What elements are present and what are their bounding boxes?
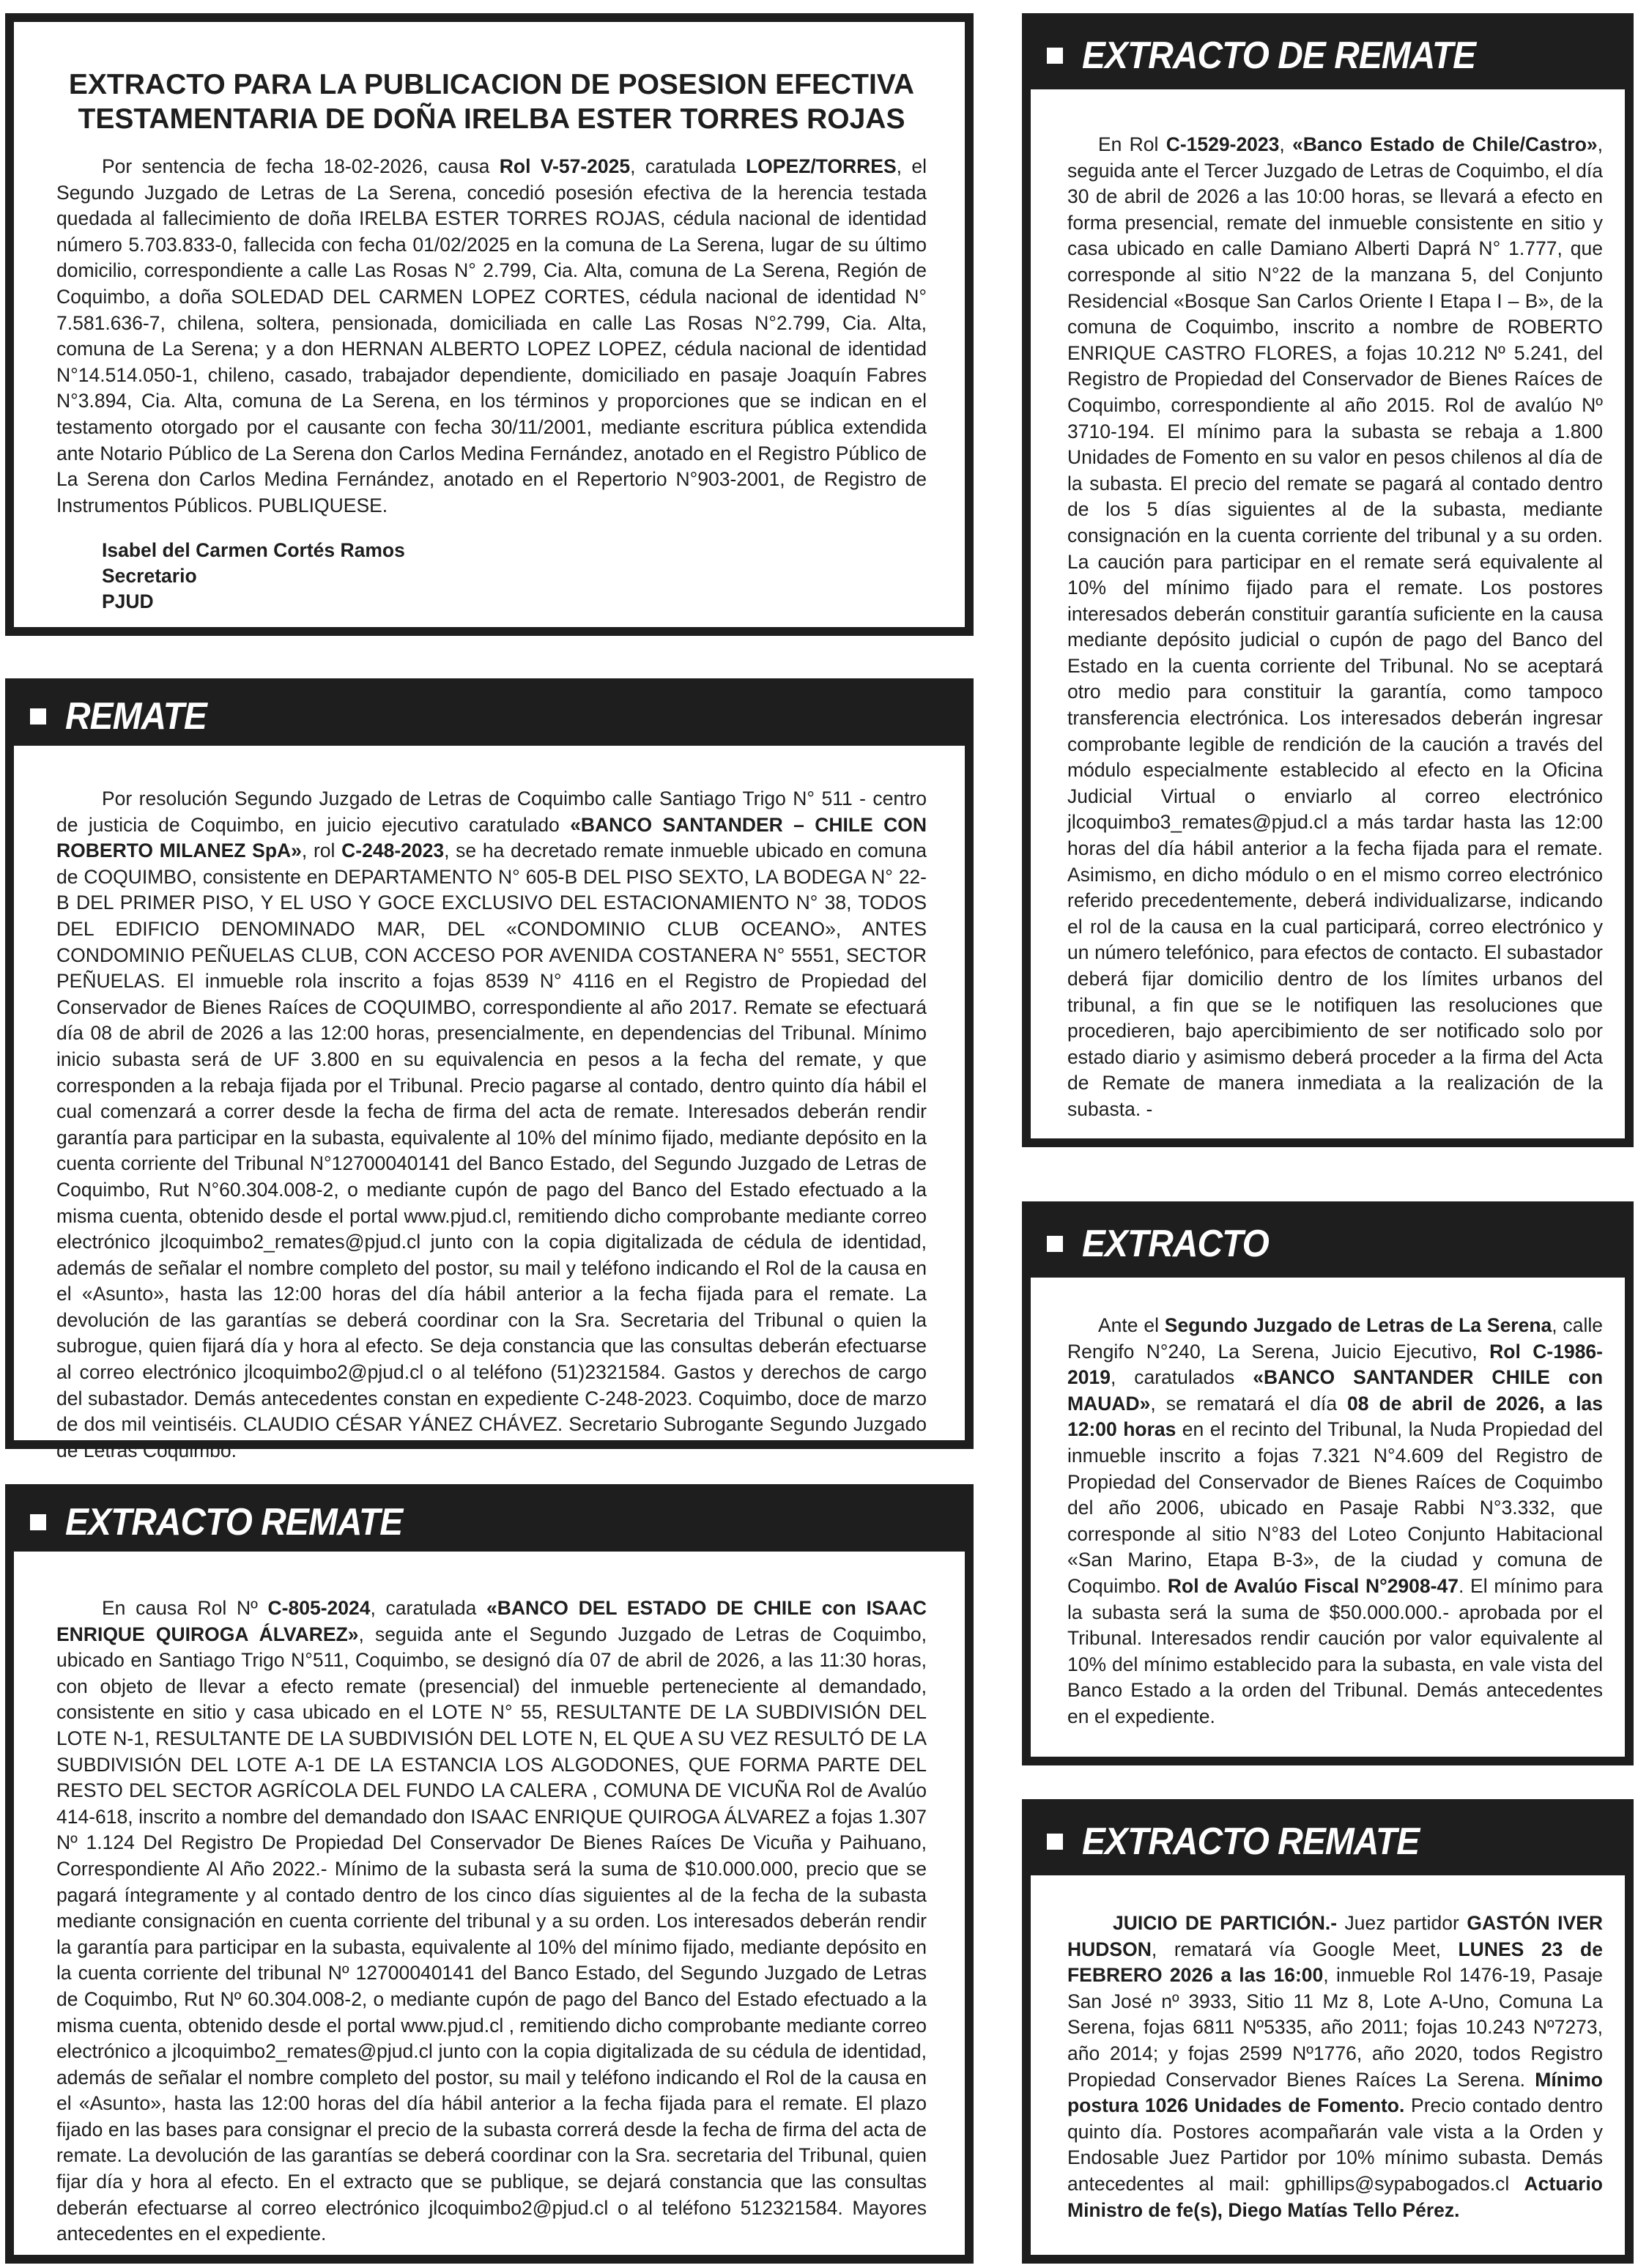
square-bullet-icon (1047, 48, 1063, 64)
case-name: «BANCO SANTANDER – CHILE CON ROBERTO MILANEZ SpA» (56, 813, 927, 862)
case-name: «BANCO SANTANDER CHILE con MAUAD» (1067, 1366, 1604, 1415)
notice-header-title: EXTRACTO REMATE (1082, 1820, 1420, 1863)
notice-header-title: REMATE (65, 695, 207, 738)
judge-name: GASTÓN IVER HUDSON (1067, 1912, 1604, 1960)
notice-text: Por resolución Segundo Juzgado de Letras de Coquimbo calle Santiago Trigo N° 511 - centro de justicia de Coquimbo, en juicio ejecutivo caratulado «BANCO SANTANDER – CHILE CON ROBERTO MILANEZ SpA», rol C-248-2023, se ha decretado remate inmueble ubicado en comuna de COQUIMBO, consistente en DEPARTAMENTO N° 605-B DEL PISO SEXTO, LA BODEGA N° 22-B DEL PRIMER PISO, Y EL USO Y GOCE EXCLUSIVO DEL ESTACIONAMIENTO N° 38, TODOS DEL EDIFICIO DENOMINADO MAR, DEL «CONDOMINIO CLUB OCEANO», ANTES CONDOMINIO PEÑUELAS CLUB, CON ACCESO POR AVENIDA COSTANERA N° 5551, SECTOR PEÑUELAS. El inmueble rola inscrito a fojas 8539 N° 4116 en el Registro de Propiedad del Conservador de Bienes Raíces de COQUIMBO, correspondiente al año 2017. Remate se efectuará día 08 de abril de 2026 a las 12:00 horas, presencialmente, en dependencias del Tribunal. Mínimo inicio subasta será de UF 3.800 en su equivalencia en pesos a la fecha del remate, y que corresponden a la rebaja fijada por el Tribunal. Precio pagarse al contado, dentro quinto día hábil el cual comenzará a correr desde la fecha de firma del acta de remate. Interesados deberán rendir garantía para participar en la subasta, equivalente al 10% del mínimo fijado, mediante depósito en la cuenta corriente del Tribunal N°12700040141 del Banco Estado, del Segundo Juzgado de Letras de Coquimbo, Rut N°60.304.008-2, o mediante cupón de pago del Banco del Estado efectuado a la misma cuenta, obtenido desde el portal www.pjud.cl, remitiendo dicho comprobante mediante correo electrónico jlcoquimbo2_remates@pjud.cl junto con la copia digitalizada de cédula de identidad, además de señalar el nombre completo del postor, su mail y teléfono indicando el Rol de la causa en el «Asunto», hasta las 12:00 horas del día hábil anterior a la fecha fijada para el remate. La devolución de las garantías se deberá coordinar con la Sra. Secretaria del Tribunal o quien la subrogue, quien fijará día y hora al efecto. Se deja constancia que las consultas deberán efectuarse al correo electrónico jlcoquimbo2@pjud.cl o al teléfono (51)2321584. Gastos y derechos de cargo del subastador. Demás antecedentes constan en expediente C-248-2023. Coquimbo, doce de marzo de dos mil veintiséis. CLAUDIO CÉSAR YÁNEZ CHÁVEZ. Secretario Subrogante Segundo Juzgado de Letras Coquimbo. (56, 788, 927, 1461)
notice-title (56, 67, 927, 136)
notice-body (1031, 132, 1625, 1123)
auction-date: LUNES 23 de FEBRERO 2026 a las 16:00 (1067, 1938, 1603, 1987)
square-bullet-icon (1047, 1834, 1063, 1850)
square-bullet-icon (30, 708, 46, 724)
notice-text: En Rol C-1529-2023, «Banco Estado de Chile/Castro», seguida ante el Tercer Juzgado de Letras de Coquimbo, el día 30 de abril de 2026 a las 10:00 horas, se llevará a efecto en forma presencial, remate del inmueble consistente en sitio y casa ubicado en calle Damiano Alberti Daprá N° 1.777, que corresponde al sitio N°22 de la manzana 5, del Conjunto Residencial «Bosque San Carlos Oriente I Etapa I – B», de la comuna de Coquimbo, inscrito a nombre de ROBERTO ENRIQUE CASTRO FLORES, a fojas 10.212 Nº 5.241, del Registro de Propiedad del Conservador de Bienes Raíces de Coquimbo, correspondiente al año 2015. Rol de avalúo Nº 3710-194. El mínimo para la subasta se rebaja a 1.800 Unidades de Fomento en su valor en pesos chilenos al día de la subasta. El precio del remate se pagará al contado dentro de los 5 días siguientes al de la subasta, mediante consignación en la cuenta corriente del tribunal y a su orden. La caución para participar en el remate será equivalente al 10% del mínimo fijado para el remate. Los postores interesados deberán constituir garantía suficiente en la causa mediante depósito judicial o cupón de pago del Banco del Estado en la cuenta corriente del Tribunal. No se aceptará otro medio para constituir la garantía, como tampoco transferencia electrónica. Los interesados deberán ingresar comprobante legible de rendición de la caución a través del módulo especialmente establecido al efecto en la Oficina Judicial Virtual o enviarlo al correo electrónico jlcoquimbo3_remates@pjud.cl a más tardar hasta las 12:00 horas del día hábil anterior a la fecha fijada para el remate. Asimismo, en dicho módulo o en el mismo correo electrónico referido precedentemente, deberá individualizarse, indicando el rol de la causa en la cual participará, correo electrónico y un número telefónico, para efectos de contacto. El subastador deberá fijar domicilio dentro de los límites urbanos del tribunal, a fin que se le notifiquen las resoluciones que procedieren, bajo apercibimiento de ser notificado solo por estado diario y asimismo deberá proceder a la firma del Acta de Remate de manera inmediata a la realización de la subasta. - (1067, 133, 1604, 1120)
signature-block (102, 538, 927, 615)
auction-date: 08 de abril de 2026, a las 12:00 horas (1067, 1392, 1603, 1441)
square-bullet-icon (1047, 1236, 1063, 1252)
notice-body (1031, 1911, 1625, 2223)
title-line-1: EXTRACTO PARA LA PUBLICACION DE POSESION EFECTIVA (68, 69, 915, 100)
notice-extracto-remate-2 (1022, 1799, 1634, 2264)
notice-remate (5, 678, 974, 1461)
notice-header (1031, 22, 1625, 89)
notice-body (1031, 1313, 1625, 1730)
notice-header-title: EXTRACTO DE REMATE (1082, 34, 1476, 77)
case-rol: Rol C-1986-2019 (1067, 1340, 1603, 1389)
notice-body (14, 786, 965, 1464)
case-name: LOPEZ/TORRES (745, 155, 897, 177)
notice-header-title: EXTRACTO REMATE (65, 1501, 403, 1544)
notice-header (14, 1493, 965, 1552)
avaluo-rol: Rol de Avalúo Fiscal N°2908-47 (1167, 1574, 1459, 1597)
notice-header (14, 687, 965, 746)
notice-body (14, 67, 965, 615)
notice-posesion-efectiva (5, 13, 974, 636)
notice-extracto-de-remate-box (1022, 13, 1634, 1147)
case-rol: C-248-2023 (341, 840, 445, 862)
notice-header (1031, 1808, 1625, 1875)
notice-text: Por sentencia de fecha 18-02-2026, causa Rol V-57-2025, caratulada LOPEZ/TORRES, el Segundo Juzgado de Letras de La Serena, concedió posesión efectiva de la herencia testada quedada al fallecimiento de doña IRELBA ESTER TORRES ROJAS, cédula nacional de identidad número 5.703.833-0, fallecida con fecha 01/02/2025 en la comuna de La Serena, lugar de su último domicilio, correspondiente a calle Las Rosas N° 2.799, Cia. Alta, comuna de La Serena, Región de Coquimbo, a doña SOLEDAD DEL CARMEN LOPEZ CORTES, cédula nacional de identidad N° 7.581.636-7, chilena, soltera, pensionada, domiciliada en calle Las Rosas N°2.799, Cia. Alta, comuna de La Serena; y a don HERNAN ALBERTO LOPEZ LOPEZ, cédula nacional de identidad N°14.514.050-1, chileno, casado, trabajador dependiente, domiciliado en pasaje Joaquín Fabres N°3.894, Cia. Alta, comuna de La Serena, en los términos y proporciones que se indican en el testamento otorgado por el causante con fecha 30/11/2001, mediante escritura pública extendida ante Notario Público de La Serena don Carlos Medina Fernández, anotado en el Registro Público de La Serena don Carlos Medina Fernández, anotado en el Repertorio N°903-2001, de Registro de Instrumentos Públicos. PUBLIQUESE. (56, 155, 927, 516)
case-type: JUICIO DE PARTICIÓN.- (1113, 1912, 1338, 1934)
notice-extracto (1022, 1201, 1634, 1765)
court-name: Segundo Juzgado de Letras de La Serena (1164, 1314, 1552, 1336)
signature-role: Secretario (102, 565, 197, 588)
notice-header (1031, 1210, 1625, 1278)
notice-body (14, 1596, 965, 2247)
case-rol: C-1529-2023 (1166, 133, 1280, 155)
case-rol: C-805-2024 (267, 1597, 371, 1619)
actuary-signature: Actuario Ministro de fe(s), Diego Matías Tello Pérez. (1067, 2172, 1603, 2221)
notice-extracto-remate-1 (5, 1484, 974, 2264)
signature-name: Isabel del Carmen Cortés Ramos (102, 539, 405, 562)
notice-text: JUICIO DE PARTICIÓN.- Juez partidor GASTÓN IVER HUDSON, rematará vía Google Meet, LUNES 23 de FEBRERO 2026 a las 16:00, inmueble Rol 1476-19, Pasaje San José nº 3933, Sitio 11 Mz 8, Lote A-Uno, Comuna La Serena, fojas 6811 Nº5335, año 2011; fojas 10.243 Nº7273, año 2014; y fojas 2599 Nº1776, año 2020, todos Registro Propiedad Conservador Bienes Raíces La Serena. Mínimo postura 1026 Unidades de Fomento. Precio contado dentro quinto día. Postores acompañarán vale vista a la Orden y Endosable Juez Partidor por 10% mínimo subasta. Demás antecedentes al mail: gphillips@sypabogados.cl Actuario Ministro de fe(s), Diego Matías Tello Pérez. (1067, 1912, 1604, 2221)
case-name: «BANCO DEL ESTADO DE CHILE con ISAAC ENRIQUE QUIROGA ÁLVAREZ» (56, 1597, 927, 1645)
case-rol: Rol V-57-2025 (499, 155, 631, 177)
signature-org: PJUD (102, 590, 154, 613)
notice-text: Ante el Segundo Juzgado de Letras de La Serena, calle Rengifo N°240, La Serena, Juicio Ejecutivo, Rol C-1986-2019, caratulados «BANCO SANTANDER CHILE con MAUAD», se rematará el día 08 de abril de 2026, a las 12:00 horas en el recinto del Tribunal, la Nuda Propiedad del inmueble inscrito a fojas 7.321 N°4.609 del Registro de Propiedad del Conservador de Bienes Raíces de Coquimbo del año 2006, ubicado en Pasaje Rabbi N°3.332, que corresponde al sitio N°83 del Loteo Conjunto Habitacional «San Marino, Etapa B-3», de la ciudad y comuna de Coquimbo. Rol de Avalúo Fiscal N°2908-47. El mínimo para la subasta será la suma de $50.000.000.- aprobada por el Tribunal. Interesados rendir caución por valor equivalente al 10% del mínimo establecido para la subasta, en vale vista del Banco Estado a la orden del Tribunal. Demás antecedentes en el expediente. (1067, 1314, 1604, 1727)
case-name: «Banco Estado de Chile/Castro» (1292, 133, 1598, 155)
title-line-2: TESTAMENTARIA DE DOÑA IRELBA ESTER TORRES ROJAS (78, 103, 905, 135)
notice-text: En causa Rol Nº C-805-2024, caratulada «BANCO DEL ESTADO DE CHILE con ISAAC ENRIQUE QUIROGA ÁLVAREZ», seguida ante el Segundo Juzgado de Letras de Coquimbo, ubicado en Santiago Trigo N°511, Coquimbo, se designó día 07 de abril de 2026, a las 11:30 horas, con objeto de llevar a efecto remate (presencial) del inmueble perteneciente al demandado, consistente en sitio y casa ubicado en el LOTE N° 55, RESULTANTE DE LA SUBDIVISIÓN DEL LOTE N-1, RESULTANTE DE LA SUBDIVISIÓN DEL LOTE N, EL QUE A SU VEZ RESULTÓ DE LA SUBDIVISIÓN DEL LOTE A-1 DE LA ESTANCIA LOS ALGODONES, QUE FORMA PARTE DEL RESTO DEL SECTOR AGRÍCOLA DEL FUNDO LA CALERA , COMUNA DE VICUÑA Rol de Avalúo 414-618, inscrito a nombre del demandado don ISAAC ENRIQUE QUIROGA ÁLVAREZ a fojas 1.307 Nº 1.124 Del Registro De Propiedad Del Conservador De Bienes Raíces De Vicuña y Paihuano, Correspondiente Al Año 2022.- Mínimo de la subasta será la suma de $10.000.000, precio que se pagará íntegramente y al contado dentro de los cinco días siguientes al de la fecha de la subasta mediante consignación en cuenta corriente del tribunal y a su orden. Los interesados deberán rendir la garantía para participar en la subasta, equivalente al 10% del mínimo fijado, mediante depósito en la cuenta corriente del tribunal Nº 12700040141 del Banco Estado, del Segundo Juzgado de Letras de Coquimbo, Rut Nº 60.304.008-2, o mediante cupón de pago del Banco del Estado efectuado a la misma cuenta, obtenido desde el portal www.pjud.cl , remitiendo dicho comprobante mediante correo electrónico a jlcoquimbo2_remates@pjud.cl junto con la copia digitalizada de su cédula de identidad, además de señalar el nombre completo del postor, su mail y teléfono indicando el Rol de la causa en el «Asunto», hasta las 12:00 horas del día hábil anterior a la fecha fijada para el remate. El plazo fijado en las bases para consignar el precio de la subasta correrá desde la fecha de firma del acta de remate. La devolución de las garantías se deberá coordinar con la Sra. secretaria del Tribunal, quien fijar día y hora al efecto. En el extracto que se publique, se dejará constancia que las consultas deberán efectuarse al correo electrónico jlcoquimbo2@pjud.cl o al teléfono 512321584. Mayores antecedentes en el expediente. (56, 1597, 927, 2245)
minimum-bid: Mínimo postura 1026 Unidades de Fomento. (1067, 2068, 1603, 2117)
notice-header-title: EXTRACTO (1082, 1223, 1269, 1265)
square-bullet-icon (30, 1514, 46, 1530)
